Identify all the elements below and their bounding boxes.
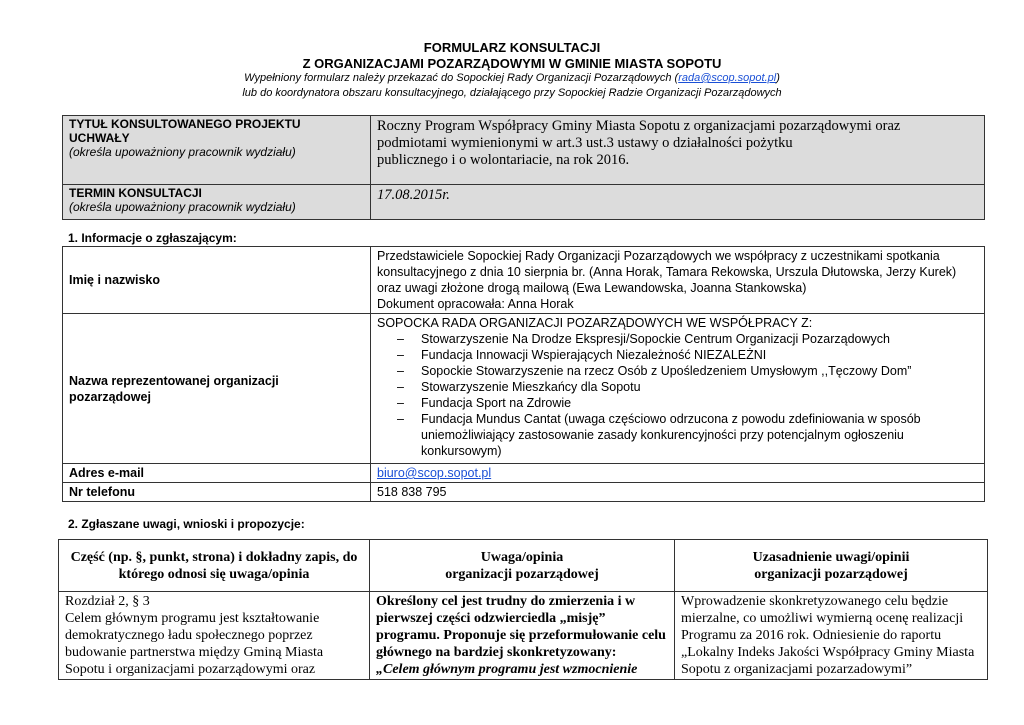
phone-value: 518 838 795	[371, 483, 985, 502]
name-line: oraz uwagi złożone drogą mailową (Ewa Lewandowska, Joanna Stankowska)	[377, 281, 807, 295]
submission-note-text: Wypełniony formularz należy przekazać do Sopockiej Rady Organizacji Pozarządowych (	[244, 72, 679, 84]
row-section-text: Celem głównym programu jest kształtowanie demokratycznego ładu społecznego poprzez budowanie partnerstwa między Gminą Miasta Sopotu i organizacjami pozarządowymi oraz	[65, 611, 324, 677]
list-item: – Stowarzyszenie Mieszkańcy dla Sopotu	[397, 380, 641, 394]
project-title-line: podmiotami wymienionymi w art.3 ust.3 ustawy o działalności pożytku	[377, 135, 793, 151]
list-item-text: Fundacja Sport na Zdrowie	[421, 396, 572, 410]
phone-label: Nr telefonu	[63, 483, 371, 502]
list-item: – Fundacja Innowacji Wspierających Niezależność NIEZALEŻNI	[397, 348, 767, 362]
section1-heading: 1. Informacje o zgłaszającym:	[68, 231, 237, 245]
project-title-label-cell	[63, 116, 371, 185]
organization-value	[371, 314, 985, 464]
organization-intro: SOPOCKA RADA ORGANIZACJI POZARZĄDOWYCH WE WSPÓŁPRACY Z:	[377, 316, 813, 330]
submission-note-close: )	[776, 72, 780, 84]
column-header-opinion-line: Uwaga/opinia	[480, 549, 564, 565]
organization-label: Nazwa reprezentowanej organizacji pozarządowej	[63, 314, 371, 464]
row-opinion-proposal: „Celem głównym programu jest wzmocnienie	[376, 662, 638, 677]
name-line: Przedstawiciele Sopockiej Rady Organizacji Pozarządowych we współpracy z uczestnikami spotkania	[377, 249, 940, 263]
email-label: Adres e-mail	[63, 464, 371, 483]
table-row	[59, 592, 988, 680]
email-value-cell	[371, 464, 985, 483]
row-section-cell	[59, 592, 370, 680]
column-header-opinion	[370, 540, 675, 592]
list-item-text: Stowarzyszenie Mieszkańcy dla Sopotu	[421, 380, 641, 394]
list-item-text: Fundacja Innowacji Wspierających Niezależność NIEZALEŻNI	[421, 348, 767, 362]
row-justification-cell: Wprowadzenie skonkretyzowanego celu będzie mierzalne, co umożliwi wymierną ocenę realizacji Programu za 2016 rok. Odniesienie do raportu „Lokalny Indeks Jakości Współpracy Gminy Miasta Sopotu z organizacjami pozarzadowymi”	[675, 592, 988, 680]
organization-list	[377, 331, 978, 459]
section2-heading: 2. Zgłaszane uwagi, wnioski i propozycje:	[68, 517, 305, 531]
coordinator-note: lub do koordynatora obszaru konsultacyjnego, działającego przy Sopockiej Radzie Organizacji Pozarządowych	[242, 87, 782, 99]
column-header-section: Część (np. §, punkt, strona) i dokładny zapis, do którego odnosi się uwaga/opinia	[59, 540, 370, 592]
project-title-line: publicznego i o wolontariacie, na rok 2016.	[377, 152, 630, 168]
column-header-justification-line: Uzasadnienie uwagi/opinii	[752, 549, 910, 565]
list-item: – Fundacja Mundus Cantat (uwaga częściowo odrzucona z powodu zdefiniowania w sposób uniemożliwiający zastosowanie zasady konkurencyjności przy potencjalnym ogłoszeniu konkursowym)	[397, 412, 921, 458]
term-note: (określa upoważniony pracownik wydziału)	[69, 200, 296, 214]
column-header-justification	[675, 540, 988, 592]
comments-table	[58, 539, 988, 680]
form-subtitle: Z ORGANIZACJAMI POZARZĄDOWYMI W GMINIE MIASTA SOPOTU	[302, 56, 722, 71]
project-table	[62, 115, 985, 220]
term-label: TERMIN KONSULTACJI	[69, 186, 202, 200]
project-title-line: Roczny Program Współpracy Gminy Miasta Sopotu z organizacjami pozarządowymi oraz	[377, 118, 901, 134]
list-item-text: Stowarzyszenie Na Drodze Ekspresji/Sopockie Centrum Organizacji Pozarządowych	[421, 332, 890, 346]
form-title: FORMULARZ KONSULTACJI	[423, 40, 601, 55]
project-title-value	[371, 116, 985, 185]
term-label-cell	[63, 185, 371, 220]
column-header-justification-line: organizacji pozarządowej	[754, 566, 908, 582]
name-label: Imię i nazwisko	[63, 247, 371, 314]
name-value	[371, 247, 985, 314]
name-line: konsultacyjnego z dnia 10 sierpnia br. (Anna Horak, Tamara Rekowska, Urszula Dłutowska, Jerzy Kurek)	[377, 265, 957, 279]
council-email-link[interactable]: rada@scop.sopot.pl	[678, 72, 777, 84]
list-item-text: Sopockie Stowarzyszenie na rzecz Osób z Upośledzeniem Umysłowym ,,Tęczowy Dom”	[421, 364, 912, 378]
project-title-note: (określa upoważniony pracownik wydziału)	[69, 145, 296, 159]
email-link[interactable]: biuro@scop.sopot.pl	[377, 466, 492, 480]
applicant-table	[62, 246, 985, 502]
row-opinion-text: Określony cel jest trudny do zmierzenia i w pierwszej części odzwierciedla „misję” programu. Proponuje się przeformułowanie celu głównego na bardziej skonkretyzowany:	[376, 594, 666, 660]
row-opinion-cell	[370, 592, 675, 680]
list-item-text: Fundacja Mundus Cantat (uwaga częściowo odrzucona z powodu zdefiniowania w sposób uniemożliwiający zastosowanie zasady konkurencyjności przy potencjalnym ogłoszeniu konkursowym)	[421, 412, 921, 458]
name-line: Dokument opracowała: Anna Horak	[377, 297, 574, 311]
list-item: – Stowarzyszenie Na Drodze Ekspresji/Sopockie Centrum Organizacji Pozarządowych	[397, 332, 890, 346]
project-title-label: TYTUŁ KONSULTOWANEGO PROJEKTU UCHWAŁY	[69, 117, 301, 145]
row-section-ref: Rozdział 2, § 3	[65, 594, 150, 609]
list-item: – Sopockie Stowarzyszenie na rzecz Osób z Upośledzeniem Umysłowym ,,Tęczowy Dom”	[397, 364, 912, 378]
list-item: – Fundacja Sport na Zdrowie	[397, 396, 572, 410]
submission-note	[0, 72, 1024, 84]
column-header-opinion-line: organizacji pozarządowej	[445, 566, 599, 582]
term-value: 17.08.2015r.	[371, 185, 985, 220]
